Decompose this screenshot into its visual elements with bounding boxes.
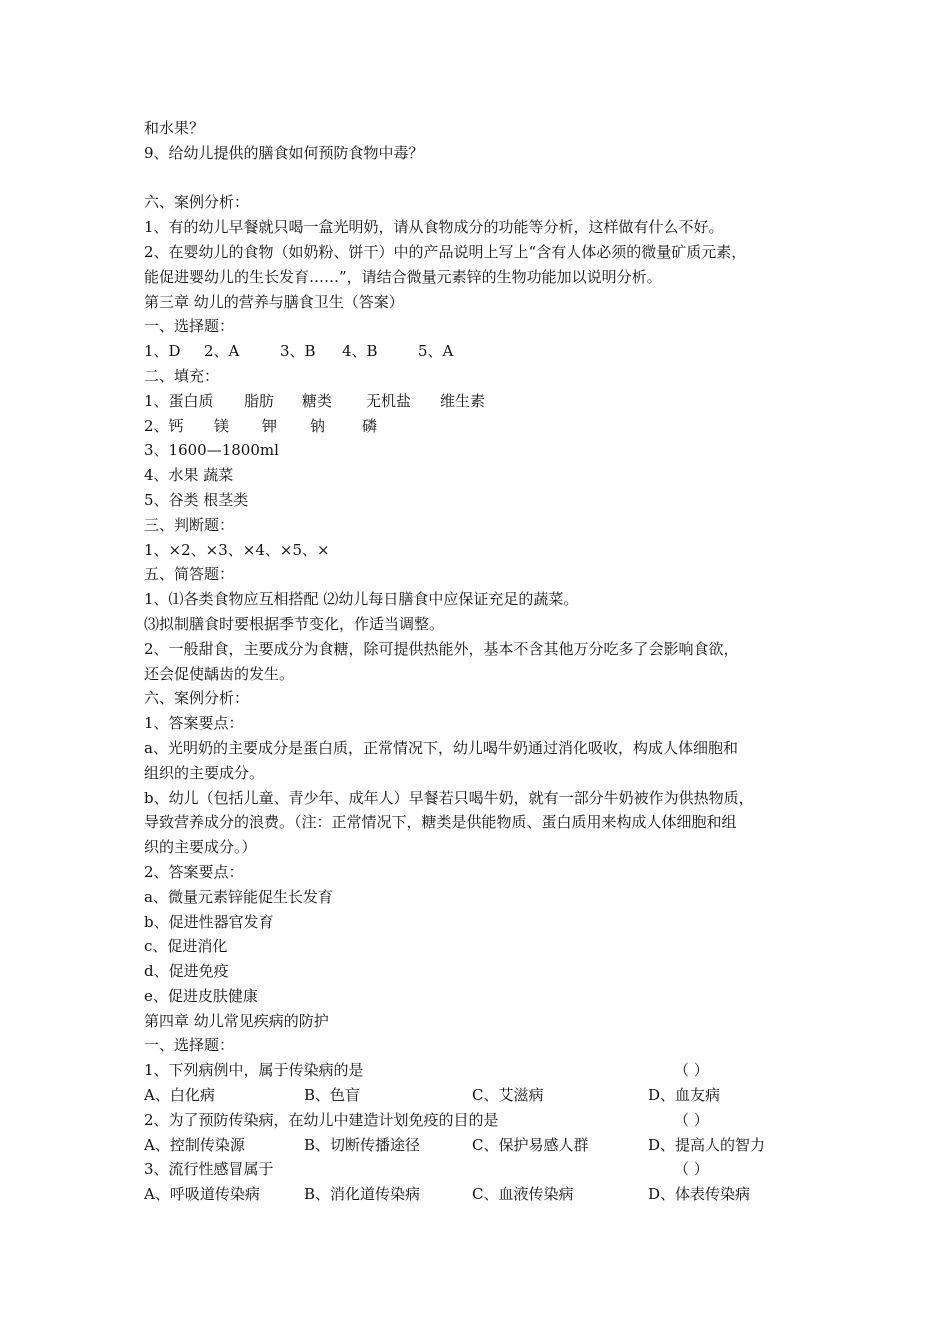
fill-item: 镁: [214, 416, 230, 435]
chapter-title: 第四章 幼儿常见疾病的防护: [144, 1011, 329, 1030]
fill-item: 钠: [310, 416, 326, 435]
option: C、保护易感人群: [472, 1135, 589, 1154]
option: D、血友病: [648, 1086, 721, 1105]
fill-item: 1、蛋白质: [144, 391, 214, 410]
answer-paren: （ ）: [674, 1110, 709, 1129]
question-text: 1、下列病例中，属于传染病的是: [144, 1061, 364, 1080]
question-text: 2、为了预防传染病，在幼儿中建造计划免疫的目的是: [144, 1110, 499, 1129]
option: B、消化道传染病: [304, 1185, 421, 1204]
text-line: a、微量元素锌能促生长发育: [144, 887, 333, 906]
question-3-options: [144, 1182, 814, 1207]
text-line: 织的主要成分。）: [144, 838, 257, 857]
answer-paren: （ ）: [674, 1160, 709, 1179]
answer-item: 5、A: [418, 342, 454, 361]
question-1: [144, 1058, 814, 1083]
option: A、白化病: [144, 1086, 215, 1105]
section-heading: 三、判断题：: [144, 515, 235, 534]
question-text: 3、流行性感冒属于: [144, 1160, 274, 1179]
text-line: d、促进免疫: [144, 962, 229, 981]
chapter-title: 第三章 幼儿的营养与膳食卫生（答案）: [144, 292, 404, 311]
answer-item: 3、B: [280, 342, 316, 361]
text-line: 1、答案要点：: [144, 714, 244, 733]
option: C、血液传染病: [472, 1185, 574, 1204]
text-line: 还会促使龋齿的发生。: [144, 664, 295, 683]
text-line: 能促进婴幼儿的生长发育……”，请结合微量元素锌的生物功能加以说明分析。: [144, 267, 662, 286]
text-line: 2、一般甜食，主要成分为食糖，除可提供热能外，基本不含其他万分吃多了会影响食欲，: [144, 639, 739, 658]
section-heading: 五、简答题：: [144, 565, 235, 584]
option: A、呼吸道传染病: [144, 1185, 260, 1204]
fill-item: 维生素: [440, 391, 486, 410]
text-line: 1、有的幼儿早餐就只喝一盒光明奶，请从食物成分的功能等分析，这样做有什么不好。: [144, 218, 724, 237]
text-line: 2、答案要点：: [144, 862, 244, 881]
answer-item: 2、A: [204, 342, 240, 361]
section-heading: 六、案例分析：: [144, 689, 250, 708]
fill-answer-2: [144, 414, 814, 439]
fill-answer-3: 3、1600—1800ml: [144, 441, 279, 460]
option: B、切断传播途径: [304, 1135, 421, 1154]
choice-answers: [144, 339, 814, 364]
text-line: 2、在婴幼儿的食物（如奶粉、饼干）中的产品说明上写上“含有人体必须的微量矿质元素，: [144, 242, 747, 261]
text-line: e、促进皮肤健康: [144, 986, 258, 1005]
text-line: 导致营养成分的浪费。（注：正常情况下，糖类是供能物质、蛋白质用来构成人体细胞和组: [144, 813, 737, 832]
text-line: b、促进性器官发育: [144, 912, 274, 931]
judge-answers: 1、×2、×3、×4、×5、×: [144, 540, 330, 559]
fill-item: 2、钙: [144, 416, 184, 435]
text-line: 组织的主要成分。: [144, 763, 265, 782]
option: D、体表传染病: [648, 1185, 751, 1204]
option: C、艾滋病: [472, 1086, 544, 1105]
answer-paren: （ ）: [674, 1061, 709, 1080]
fill-answer-5: 5、谷类 根茎类: [144, 490, 249, 509]
text-line: 和水果？: [144, 119, 205, 137]
answer-item: 1、D: [144, 342, 181, 361]
blank-line: [144, 166, 814, 191]
answer-item: 4、B: [342, 342, 378, 361]
section-heading: 一、选择题：: [144, 317, 235, 336]
section-heading: 二、填充：: [144, 366, 220, 385]
section-heading: 六、案例分析：: [144, 193, 250, 212]
text-line: 1、⑴各类食物应互相搭配 ⑵幼儿每日膳食中应保证充足的蔬菜。: [144, 590, 579, 609]
question-1-options: [144, 1083, 814, 1108]
fill-answer-4: 4、水果 蔬菜: [144, 466, 234, 485]
text-line: ⑶拟制膳食时要根据季节变化，作适当调整。: [144, 614, 445, 633]
text-line: a、光明奶的主要成分是蛋白质，正常情况下，幼儿喝牛奶通过消化吸收，构成人体细胞和: [144, 738, 738, 757]
fill-item: 无机盐: [366, 391, 412, 410]
text-line: b、幼儿（包括儿童、青少年、成年人）早餐若只喝牛奶，就有一部分牛奶被作为供热物质，: [144, 788, 754, 807]
fill-item: 糖类: [302, 391, 333, 410]
option: D、提高人的智力: [648, 1135, 766, 1154]
question-2: [144, 1108, 814, 1133]
text-line: 9、给幼儿提供的膳食如何预防食物中毒？: [144, 143, 424, 162]
section-heading: 一、选择题：: [144, 1036, 235, 1055]
text-line: c、促进消化: [144, 937, 228, 956]
fill-answer-1: [144, 389, 814, 414]
option: A、控制传染源: [144, 1135, 245, 1154]
option: B、色盲: [304, 1086, 361, 1105]
question-3: [144, 1157, 814, 1182]
document-body: [144, 116, 814, 1207]
fill-item: 脂肪: [244, 391, 275, 410]
fill-item: 钾: [262, 416, 278, 435]
question-2-options: [144, 1133, 814, 1158]
fill-item: 磷: [362, 416, 378, 435]
